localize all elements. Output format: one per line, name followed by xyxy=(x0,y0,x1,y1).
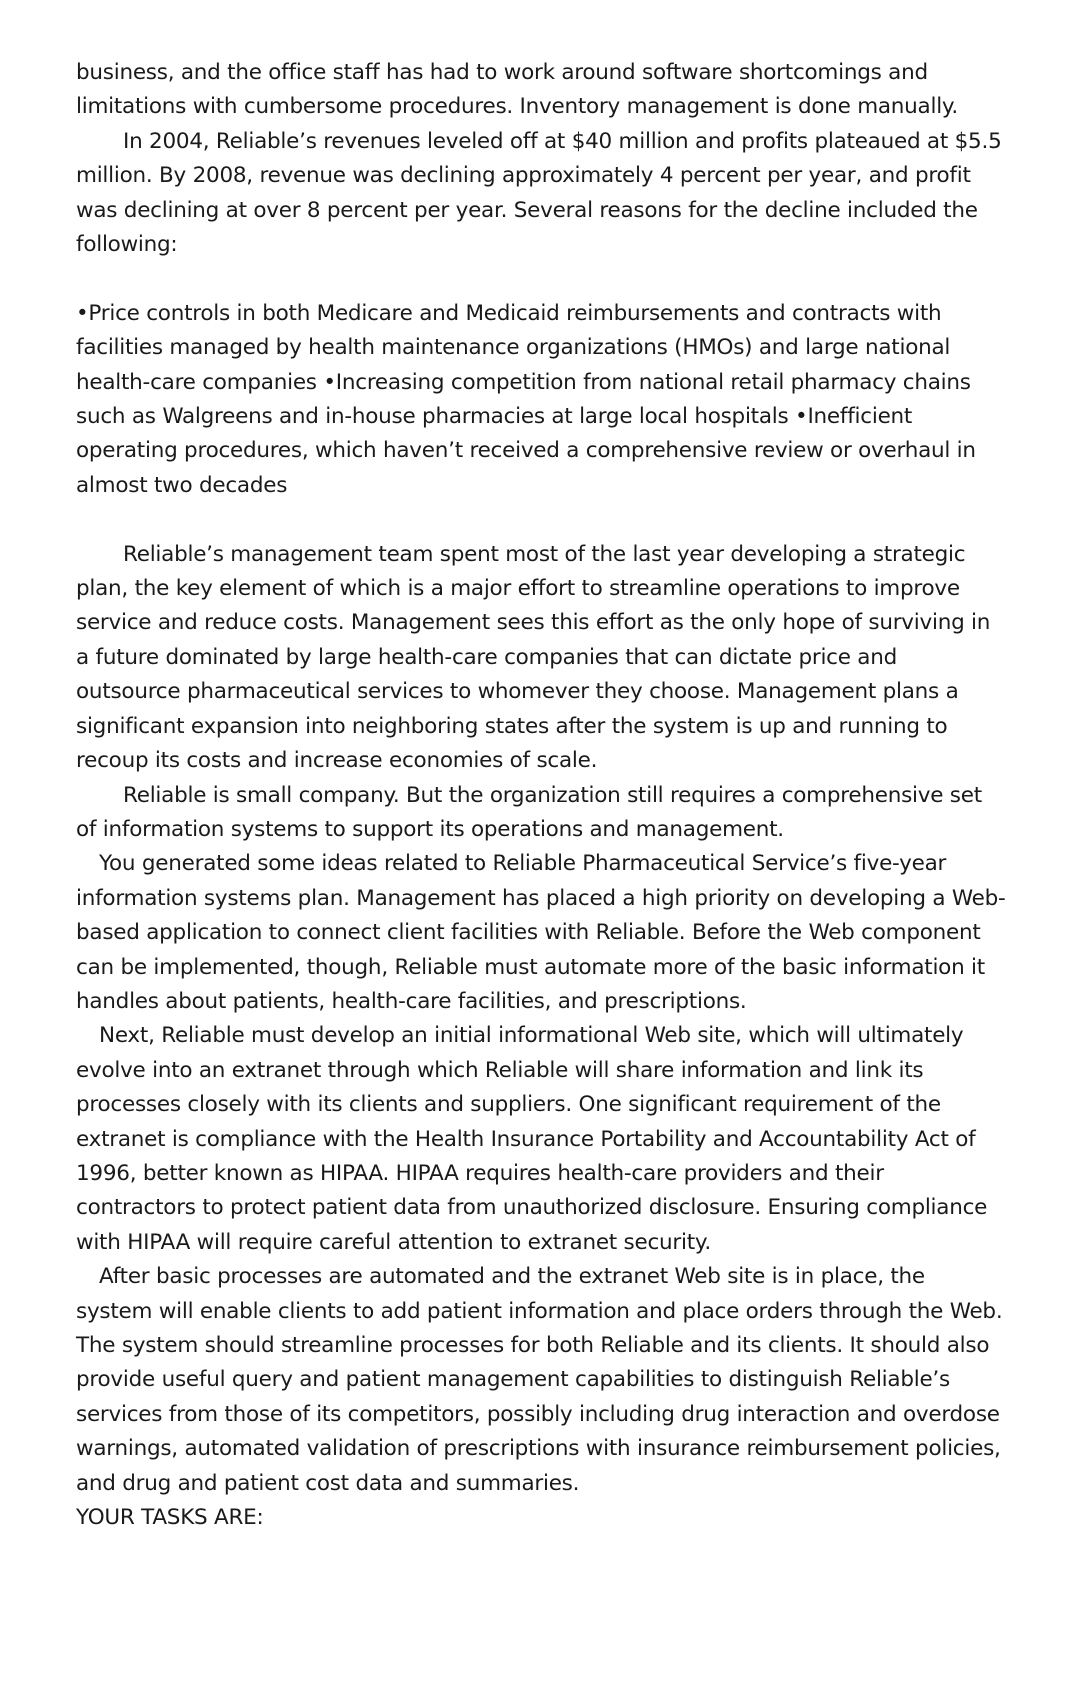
paragraph-strategic-plan: Reliable’s management team spent most of the last year developing a strategic plan, the key element of which is a major effort to streamline operations to improve service and reduce costs. Management sees this effort as the only hope of surviving in a future dominated by large health-care companies that can dictate price and outsource pharmaceutical services to whomever they choose. Management plans a significant expansion into neighboring states after the system is up and running to recoup its costs and increase economies of scale. xyxy=(76,541,991,774)
paragraph-intro-continued: business, and the office staff has had to work around software shortcomings and limitations with cumbersome procedures. Inventory management is done manually. xyxy=(76,60,958,120)
paragraph-ideas: You generated some ideas related to Reliable Pharmaceutical Service’s five-year information systems plan. Management has placed a high priority on developing a Web-based application to connect client facilities with Reliable. Before the Web component can be implemented, though, Reliable must automate more of the basic information it handles about patients, health-care facilities, and prescriptions. xyxy=(76,851,1006,1014)
tasks-heading: YOUR TASKS ARE: xyxy=(76,1505,264,1531)
paragraph-automation: After basic processes are automated and the extranet Web site is in place, the system will enable clients to add patient information and place orders through the Web. The system should streamline processes for both Reliable and its clients. It should also provide useful query and patient management capabilities to distinguish Reliable’s services from those of its competitors, possibly including drug interaction and overdose warnings, automated validation of prescriptions with insurance reimbursement policies, and drug and patient cost data and summaries. xyxy=(76,1264,1003,1496)
paragraph-revenue: In 2004, Reliable’s revenues leveled off at $40 million and profits plateaued at $5.5 million. By 2008, revenue was declining approximately 4 percent per year, and profit was declining at over 8 percent per year. Several reasons for the decline included the following: xyxy=(76,128,1002,258)
paragraph-reasons-list: •Price controls in both Medicare and Medicaid reimbursements and contracts with facilities managed by health maintenance organizations (HMOs) and large national health-care companies •Increasing competition from national retail pharmacy chains such as Walgreens and in-house pharmacies at large local hospitals •Inefficient operating procedures, which haven’t received a comprehensive review or overhaul in almost two decades xyxy=(76,300,976,498)
paragraph-gap xyxy=(76,262,1006,296)
paragraph-gap xyxy=(76,503,1006,537)
document-page xyxy=(76,56,1006,1535)
paragraph-extranet: Next, Reliable must develop an initial informational Web site, which will ultimately evolve into an extranet through which Reliable will share information and link its processes closely with its clients and suppliers. One significant requirement of the extranet is compliance with the Health Insurance Portability and Accountability Act of 1996, better known as HIPAA. HIPAA requires health-care providers and their contractors to protect patient data from unauthorized disclosure. Ensuring compliance with HIPAA will require careful attention to extranet security. xyxy=(76,1023,988,1255)
paragraph-small-company: Reliable is small company. But the organization still requires a comprehensive set of information systems to support its operations and management. xyxy=(76,782,982,842)
